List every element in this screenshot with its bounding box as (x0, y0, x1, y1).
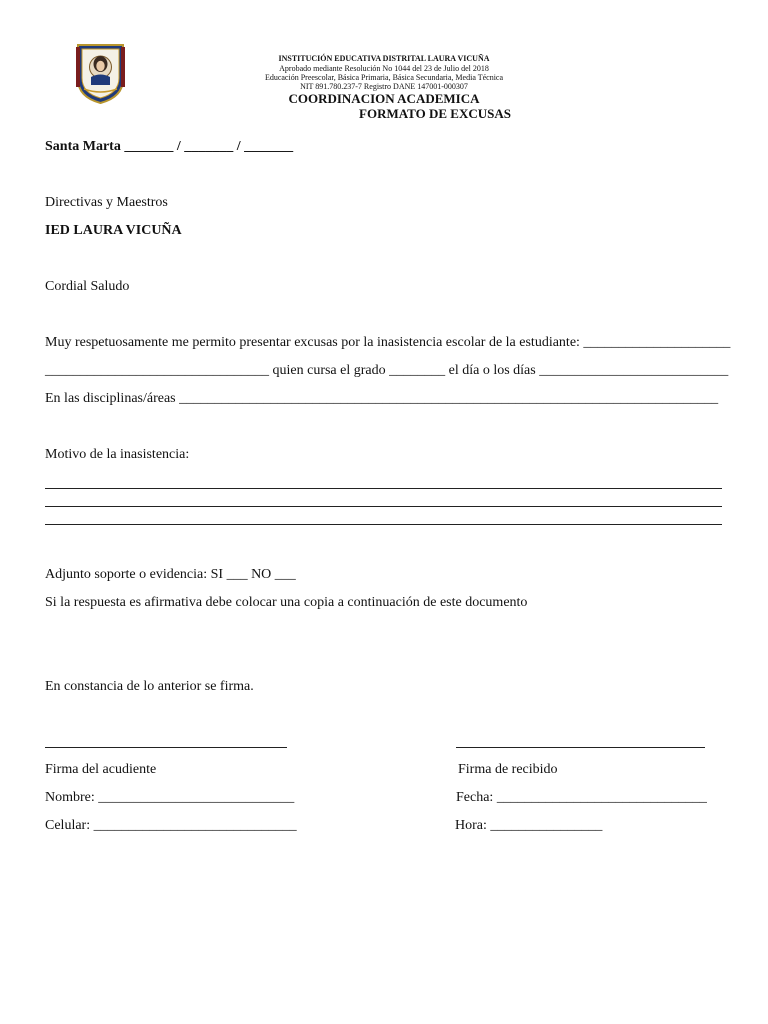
education-levels: Educación Preescolar, Básica Primaria, Básica Secundaria, Media Técnica (264, 73, 504, 82)
institution-name: INSTITUCIÓN EDUCATIVA DISTRITAL LAURA VICUÑA (278, 54, 490, 63)
body-line-2: ________________________________ quien cursa el grado ________ el día o los días ___________________________ (45, 363, 729, 378)
receipt-signature-label: Firma de recibido (458, 762, 558, 777)
right-signature-line (456, 747, 705, 748)
body-line-3: En las disciplinas/áreas _____________________________________________________________________________ (45, 391, 719, 406)
recipient-line-2: IED LAURA VICUÑA (45, 223, 182, 238)
greeting: Cordial Saludo (45, 279, 130, 294)
guardian-name-field: Nombre: ____________________________ (45, 790, 295, 805)
guardian-phone-field: Celular: _____________________________ (45, 818, 297, 833)
school-crest-logo (74, 41, 127, 105)
form-title: FORMATO DE EXCUSAS (359, 106, 511, 121)
approval-resolution: Aprobado mediante Resolución No 1044 del 23 de Julio del 2018 (279, 64, 489, 73)
reason-line-2 (45, 506, 722, 507)
receipt-date-field: Fecha: ______________________________ (456, 790, 707, 805)
recipient-line-1: Directivas y Maestros (45, 195, 168, 210)
date-line: Santa Marta _______ / _______ / _______ (45, 139, 294, 154)
reason-label: Motivo de la inasistencia: (45, 447, 190, 462)
receipt-time-field: Hora: ________________ (455, 818, 603, 833)
coordination-title: COORDINACION ACADEMICA (288, 91, 480, 106)
body-line-1: Muy respetuosamente me permito presentar excusas por la inasistencia escolar de la estudiante: _____________________ (45, 335, 731, 350)
guardian-signature-label: Firma del acudiente (45, 762, 157, 777)
nit-registration: NIT 891.780.237-7 Registro DANE 147001-000307 (300, 82, 468, 91)
reason-line-3 (45, 524, 722, 525)
support-instruction: Si la respuesta es afirmativa debe colocar una copia a continuación de este documento (45, 595, 528, 610)
support-question: Adjunto soporte o evidencia: SI ___ NO ___ (45, 567, 296, 582)
reason-line-1 (45, 488, 722, 489)
closing-statement: En constancia de lo anterior se firma. (45, 679, 254, 694)
left-signature-line (45, 747, 287, 748)
